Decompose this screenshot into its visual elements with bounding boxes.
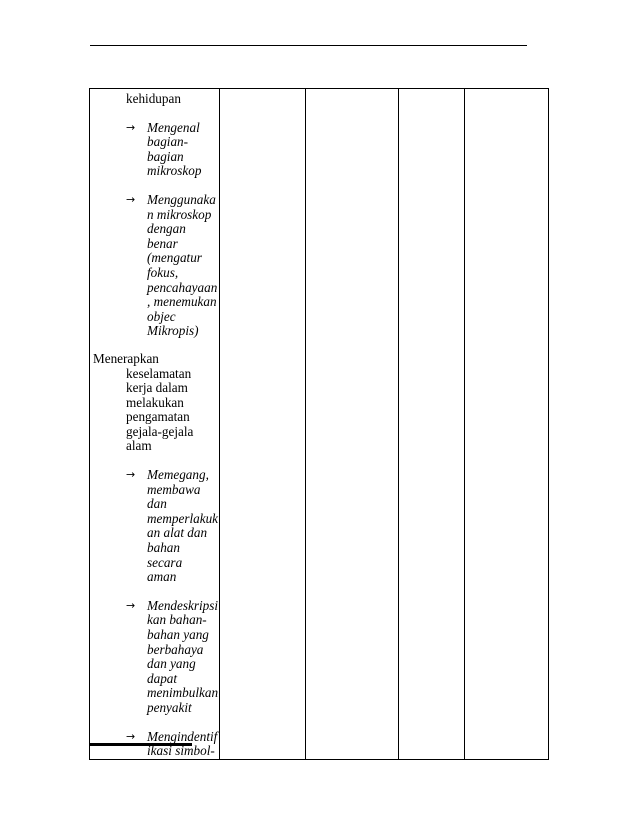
item-line: n mikroskop [147,206,212,222]
item-line: memperlakuk [147,510,219,526]
item-line: Mikropis) [147,323,199,339]
list-item [90,468,219,585]
item-line: bagian [147,148,184,164]
item-line: membawa [147,481,201,497]
item-line: Mengenal [147,119,200,135]
item-line: fokus, [147,264,179,280]
content-table [89,88,549,760]
heading-line: melakukan [126,394,184,410]
item-line: , menemukan [147,294,217,310]
heading-line: keselamatan [126,365,192,381]
item-line: objec [147,308,176,324]
item-line: ikasi simbol- [147,743,215,759]
item-line: dan yang [147,656,196,672]
table-cell [220,89,306,760]
item-line: dengan [147,221,186,237]
table-row [90,89,549,760]
item-line: an alat dan [147,525,208,541]
item-line: dapat [147,670,178,686]
header-rule [90,45,527,46]
item-line: (mengatur [147,250,202,266]
item-line: dan [147,496,167,512]
list-item [90,193,219,339]
competency-heading: Menerapkan keselamatan kerja dalam melakukan pengamatan gejala-gejala alam [90,352,219,454]
item-line: benar [147,235,178,251]
table-cell [465,89,549,760]
item-line: Memegang, [147,467,209,483]
item-line: mikroskop [147,163,202,179]
item-line: kan bahan- [147,612,207,628]
list-item [90,121,219,179]
heading-line: pengamatan [126,409,190,425]
item-line: aman [147,569,177,585]
item-line: bahan secara [147,540,183,570]
item-line: bahan yang [147,627,209,642]
competency-text [90,89,219,759]
item-line: berbahaya [147,641,204,657]
item-group-b [90,468,219,759]
arrow-right-icon: → [126,192,136,206]
item-line: bagian- [147,134,189,150]
list-item [90,599,219,716]
table-cell [399,89,465,760]
item-group-a [90,121,219,339]
arrow-right-icon: → [126,729,136,743]
table-cell-competency [90,89,220,760]
arrow-right-icon: → [126,468,136,482]
item-line: Menggunaka [147,191,216,207]
competency-heading-rest [93,367,219,455]
item-line: penyakit [147,699,192,715]
heading-line: alam [126,438,152,454]
item-line: pencahayaan [147,279,218,295]
item-line: Mendeskripsi [147,597,219,613]
arrow-right-icon: → [126,598,136,612]
item-line: Mengindentif [147,728,218,744]
heading-line: kerja dalam [126,380,188,396]
heading-line: gejala-gejala [126,423,194,439]
table-cell [306,89,399,760]
continued-text: kehidupan [126,91,181,106]
footnote-rule [90,743,192,746]
arrow-right-icon: → [126,120,136,134]
item-line: menimbulkan [147,685,219,701]
